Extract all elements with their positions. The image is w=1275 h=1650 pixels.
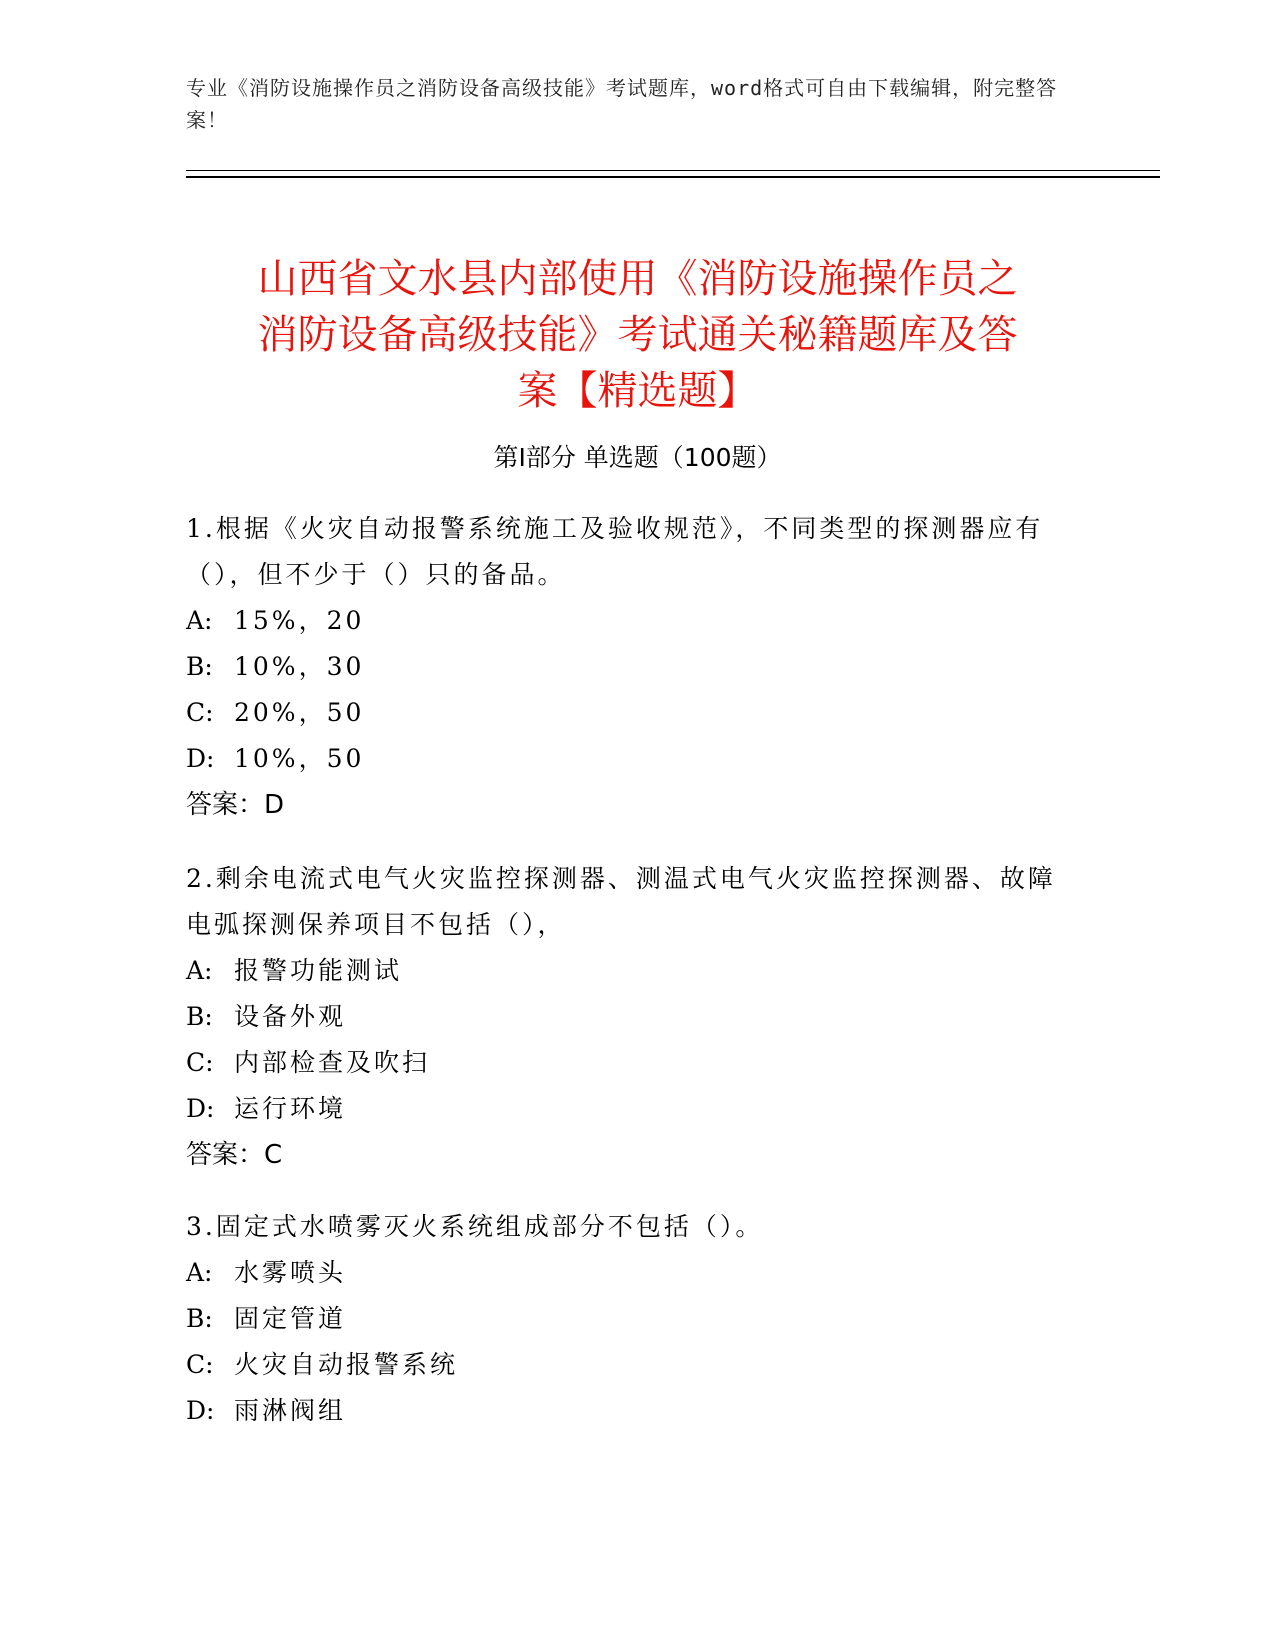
option-d [186,736,1066,782]
question-stem: 1.根据《火灾自动报警系统施工及验收规范》，不同类型的探测器应有（），但不少于（）只的备品。 [186,514,1044,589]
option-c [186,1342,1066,1388]
option-b [186,644,1066,690]
question-2 [186,856,1066,1178]
option-key: A: [186,606,213,635]
option-a [186,1250,1066,1296]
header-divider-thin [186,170,1160,171]
option-key: D: [186,1396,215,1425]
option-key: B: [186,1304,213,1333]
option-c [186,1040,1066,1086]
option-c [186,690,1066,736]
question-1 [186,506,1066,828]
option-key: B: [186,652,213,681]
option-text: 设备外观 [234,1002,347,1031]
option-text: 雨淋阀组 [234,1396,347,1425]
answer-label: 答案：C [186,1140,283,1170]
title-line-1: 山西省文水县内部使用《消防设施操作员之 [257,255,1018,302]
option-d [186,1388,1066,1434]
option-b [186,1296,1066,1342]
header-note: 专业《消防设施操作员之消防设备高级技能》考试题库，word格式可自由下载编辑，附完整答案！ [186,76,1058,132]
title-line-2: 消防设备高级技能》考试通关秘籍题库及答 [257,311,1018,358]
option-text: 10%，50 [234,744,365,773]
option-a [186,598,1066,644]
page-title [150,251,1125,419]
option-text: 火灾自动报警系统 [234,1350,459,1379]
answer-label: 答案：D [186,790,285,820]
option-key: C: [186,1350,214,1379]
option-key: A: [186,1258,213,1287]
option-text: 10%，30 [234,652,365,681]
question-stem: 2.剩余电流式电气火灾监控探测器、测温式电气火灾监控探测器、故障电弧探测保养项目不包括（）， [186,864,1056,939]
option-key: C: [186,698,214,727]
option-key: D: [186,744,215,773]
option-key: D: [186,1094,215,1123]
option-text: 15%，20 [234,606,365,635]
option-text: 报警功能测试 [234,956,403,985]
option-text: 固定管道 [234,1304,347,1333]
option-key: C: [186,1048,214,1077]
header-divider-thick [186,176,1160,178]
option-text: 水雾喷头 [234,1258,347,1287]
section-heading: 第Ⅰ部分 单选题（100题） [493,443,782,472]
option-d [186,1086,1066,1132]
option-text: 运行环境 [234,1094,347,1123]
option-key: A: [186,956,213,985]
option-text: 20%，50 [234,698,365,727]
title-line-3: 案【精选题】 [517,367,758,414]
question-3 [186,1204,1066,1434]
question-stem: 3.固定式水喷雾灭火系统组成部分不包括（）。 [186,1212,764,1241]
option-text: 内部检查及吹扫 [234,1048,431,1077]
option-key: B: [186,1002,213,1031]
option-b [186,994,1066,1040]
option-a [186,948,1066,994]
